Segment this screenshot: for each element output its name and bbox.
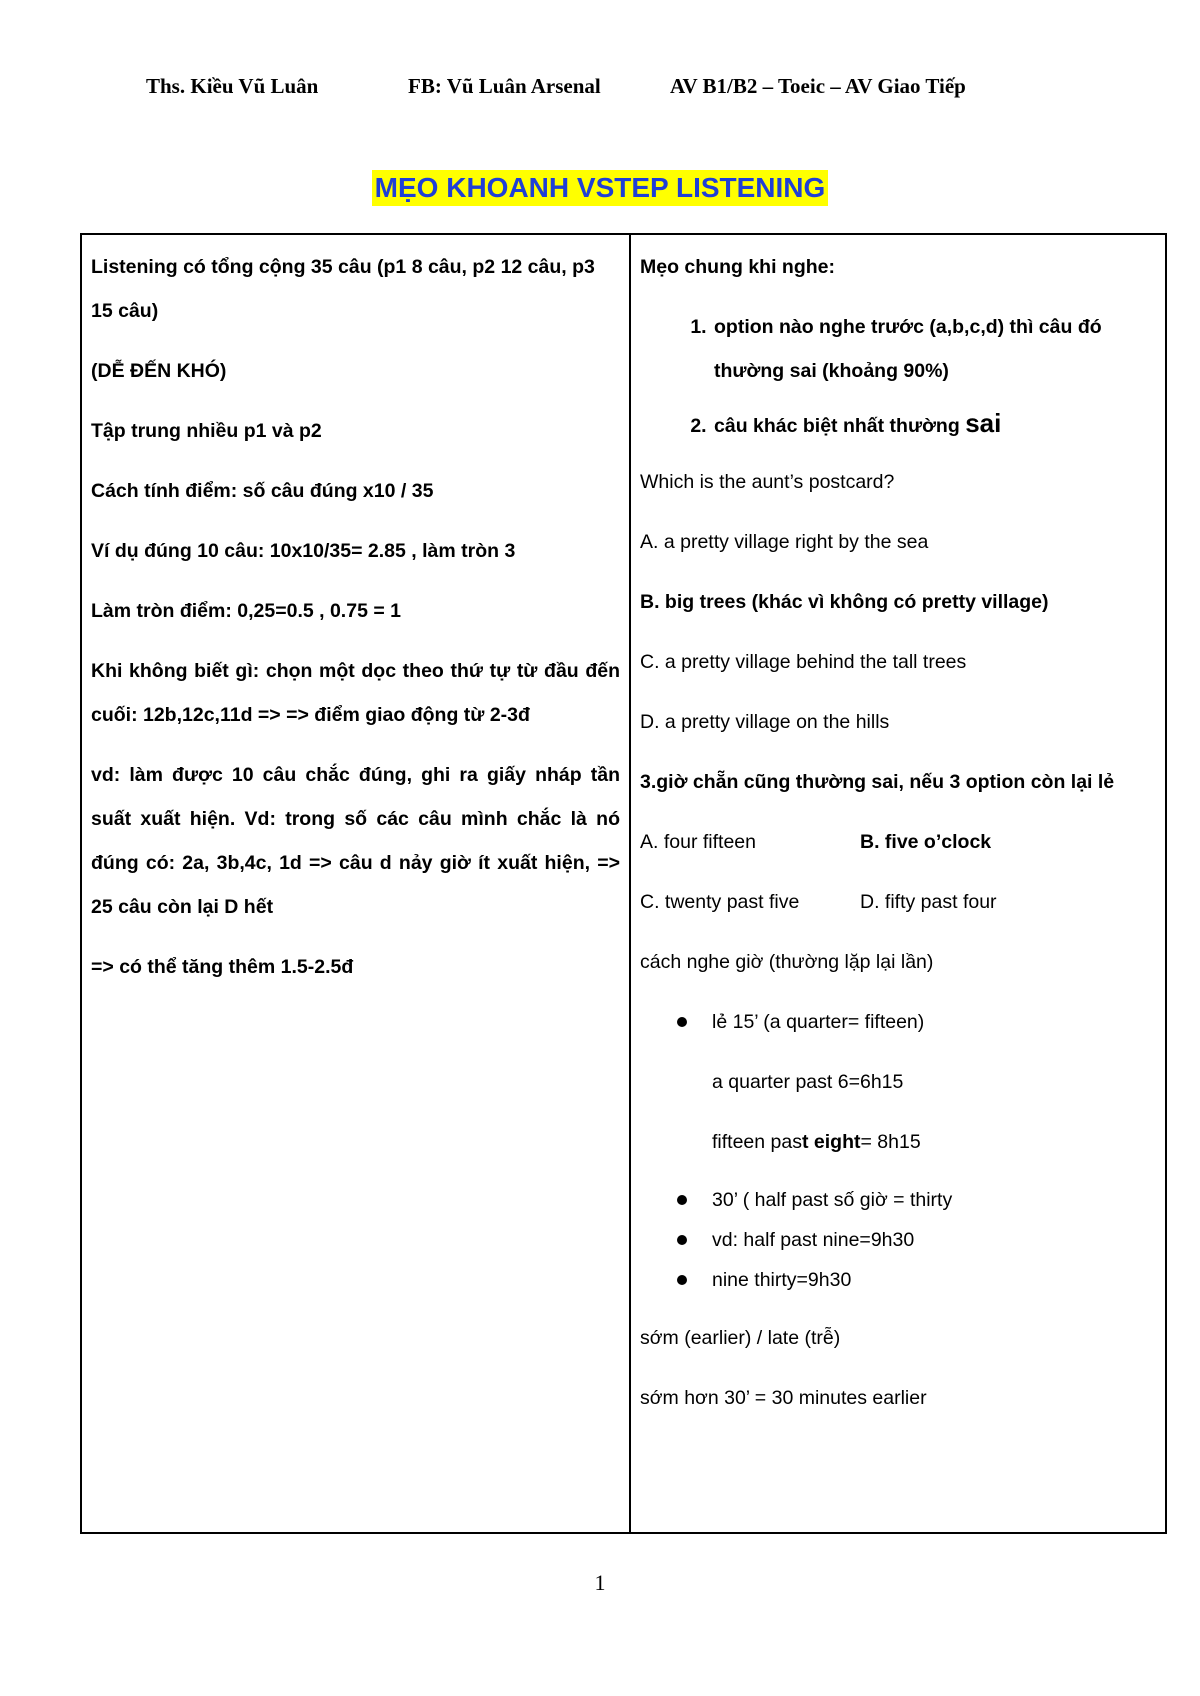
sub-fifteen-a: fifteen pas bbox=[712, 1131, 802, 1153]
bullet-example-text: vd: half past nine=9h30 bbox=[712, 1229, 915, 1251]
time-option-b: B. five o’clock bbox=[860, 831, 992, 853]
content-table bbox=[80, 233, 1167, 1534]
bullet-nine-thirty-text: nine thirty=9h30 bbox=[712, 1269, 852, 1291]
sub-fifteen-past bbox=[640, 1120, 1156, 1164]
time-option-c: C. twenty past five bbox=[640, 891, 800, 913]
header-author: Ths. Kiều Vũ Luân bbox=[146, 74, 319, 98]
left-rounding: Làm tròn điểm: 0,25=0.5 , 0.75 = 1 bbox=[91, 600, 401, 622]
bullet-dot-icon bbox=[677, 1017, 687, 1027]
bullet-half-past-text: 30’ ( half past số giờ = thirty bbox=[712, 1189, 953, 1211]
left-scoring: Cách tính điểm: số câu đúng x10 / 35 bbox=[91, 480, 434, 502]
time-bullets-2 bbox=[640, 1180, 1156, 1300]
tip-2 bbox=[712, 401, 1156, 448]
left-intro: Listening có tổng cộng 35 câu (p1 8 câu, p2 12 câu, p3 15 câu) bbox=[91, 256, 595, 322]
tip-1: 1. option nào nghe trước (a,b,c,d) thì câu đó thường sai (khoảng 90%) bbox=[712, 305, 1156, 393]
page-number: 1 bbox=[594, 1570, 606, 1595]
sub-quarter-past: a quarter past 6=6h15 bbox=[712, 1071, 904, 1093]
time-options-row-2 bbox=[640, 880, 1156, 924]
left-example: Ví dụ đúng 10 câu: 10x10/35= 2.85 , làm tròn 3 bbox=[91, 540, 516, 562]
left-frequency-tip: vd: làm được 10 câu chắc đúng, ghi ra giấy nháp tần suất xuất hiện. Vd: trong số các câu mình chắc là nó đúng có: 2a, 3b,4c, 1d => câu d nảy giờ ít xuất hiện, => 25 câu còn lại D hết bbox=[91, 764, 620, 918]
tip-3: 3.giờ chẵn cũng thường sai, nếu 3 option còn lại lẻ bbox=[640, 771, 1115, 793]
sub-fifteen-b: t eight bbox=[801, 1131, 861, 1153]
page-header bbox=[0, 74, 1200, 104]
bullet-nine-thirty bbox=[640, 1260, 1156, 1300]
left-difficulty: (DỄ ĐẾN KHÓ) bbox=[91, 360, 227, 382]
example-question: Which is the aunt’s postcard? bbox=[640, 471, 895, 493]
bullet-quarter-text: lẻ 15’ (a quarter= fifteen) bbox=[712, 1011, 925, 1033]
bullet-dot-icon bbox=[677, 1275, 687, 1285]
page-title: MẸO KHOANH VSTEP LISTENING bbox=[372, 170, 829, 206]
bullet-dot-icon bbox=[677, 1235, 687, 1245]
tip-2-text: câu khác biệt nhất thường bbox=[714, 415, 966, 437]
right-column bbox=[630, 234, 1166, 1533]
option-a: A. a pretty village right by the sea bbox=[640, 531, 929, 553]
header-facebook: FB: Vũ Luân Arsenal bbox=[408, 74, 601, 98]
bullet-half-past bbox=[640, 1180, 1156, 1220]
early-late: sớm (earlier) / late (trễ) bbox=[640, 1327, 841, 1349]
bullet-quarter bbox=[640, 1000, 1156, 1044]
bullet-dot-icon bbox=[677, 1195, 687, 1205]
left-column bbox=[81, 234, 630, 1533]
option-c: C. a pretty village behind the tall trees bbox=[640, 651, 967, 673]
left-gain: => có thể tăng thêm 1.5-2.5đ bbox=[91, 956, 354, 978]
time-howto: cách nghe giờ (thường lặp lại lần) bbox=[640, 951, 934, 973]
time-options-row-1 bbox=[640, 820, 1156, 864]
sub-fifteen-c: = 8h15 bbox=[860, 1131, 921, 1153]
title-wrap bbox=[0, 170, 1200, 206]
left-focus: Tập trung nhiều p1 và p2 bbox=[91, 420, 322, 442]
time-bullets-1 bbox=[640, 1000, 1156, 1044]
header-courses: AV B1/B2 – Toeic – AV Giao Tiếp bbox=[670, 74, 966, 98]
time-option-d: D. fifty past four bbox=[860, 891, 997, 913]
left-guess-tip: Khi không biết gì: chọn một dọc theo thứ tự từ đầu đến cuối: 12b,12c,11d => => điểm giao động từ 2-3đ bbox=[91, 660, 620, 726]
option-b: B. big trees (khác vì không có pretty village) bbox=[640, 591, 1049, 613]
tip-2-emphasis: sai bbox=[965, 408, 1002, 438]
time-option-a: A. four fifteen bbox=[640, 831, 756, 853]
right-heading: Mẹo chung khi nghe: bbox=[640, 256, 835, 278]
earlier-30: sớm hơn 30’ = 30 minutes earlier bbox=[640, 1387, 927, 1409]
tips-list bbox=[640, 305, 1156, 448]
bullet-example bbox=[640, 1220, 1156, 1260]
option-d: D. a pretty village on the hills bbox=[640, 711, 890, 733]
